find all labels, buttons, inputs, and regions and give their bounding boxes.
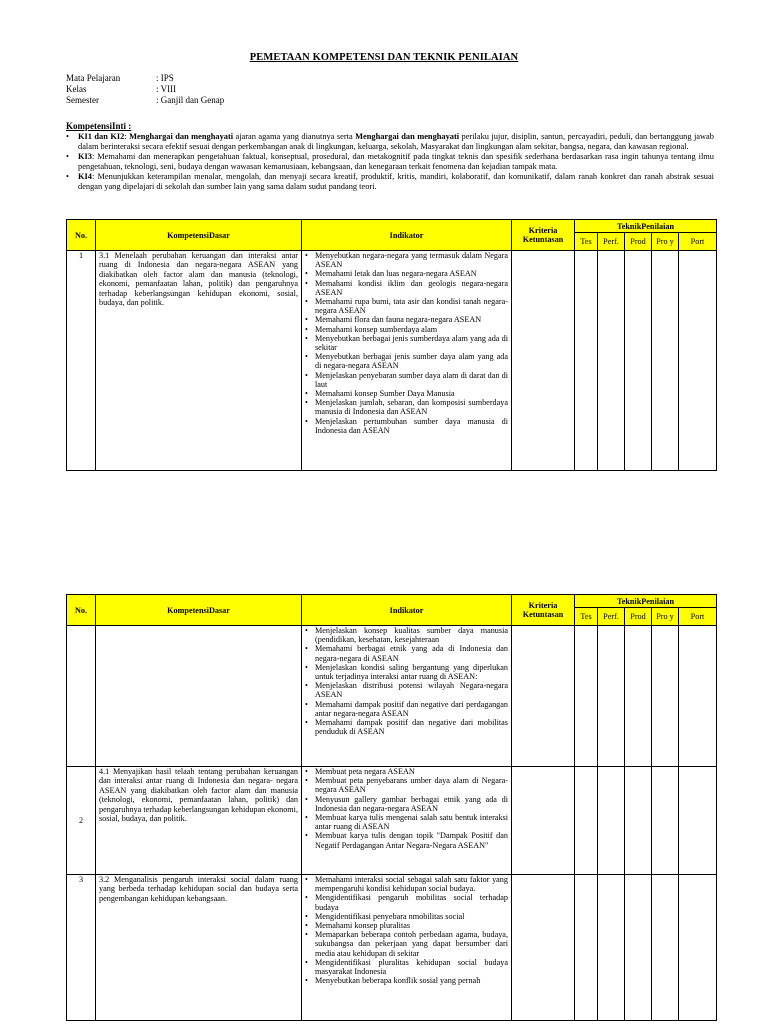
indikator-item: • Menjelaskan konsep kualitas sumber daya manusia (pendidikan, kesehatan, kesejahteraan <box>305 626 508 644</box>
indikator-item: • Memahami berbagai etnik yang ada di Indonesia dan negara-negara di ASEAN <box>305 644 508 662</box>
header-no: No. <box>67 220 96 251</box>
indikator-list <box>305 626 508 736</box>
meta-row-class <box>66 84 224 95</box>
indikator-item: • Memahami konsep sumberdaya alam <box>305 325 508 334</box>
meta-value: : VIII <box>156 84 177 94</box>
indikator-item: • Menyusun gallery gambar berbagai etnik yang ada di Indonesia dan negara-negara ASEAN <box>305 795 508 813</box>
header-teknik-penilaian: TeknikPenilaian <box>575 595 717 608</box>
cell-indikator <box>302 626 512 767</box>
cell-proy <box>652 251 679 471</box>
indikator-item: • Memahami flora dan fauna negara-negara ASEAN <box>305 315 508 324</box>
header-no: No. <box>67 595 96 626</box>
header-kompetensi-dasar: KompetensiDasar <box>96 595 302 626</box>
indikator-item: • Menyebutkan beberapa konflik sosial yang pernah <box>305 976 508 985</box>
meta-label: Semester <box>66 95 99 105</box>
header-proy: Pro y <box>652 233 679 251</box>
cell-perf <box>598 767 625 875</box>
header-indikator: Indikator <box>302 220 512 251</box>
kompetensi-inti-section <box>66 121 714 192</box>
header-indikator: Indikator <box>302 595 512 626</box>
cell-kompetensi-dasar: 3.1 Menelaah perubahan keruangan dan interaksi antar ruang di Indonesia dan negara-negara ASEAN yang diakibatkan oleh factor alam dan manusia (teknologi, ekonomi, pemanfaatan lahan, politik) dan pengaruhnya terhadap keberlangsungan kehidupan ekonomi, sosial, budaya, dan politik. <box>96 251 302 471</box>
ki-item-1: • KI1 dan KI2: Menghargai dan menghayati ajaran agama yang dianutnya serta Menghargai dan menghayati perilaku jujur, disiplin, santun, percayadiri, peduli, dan bertanggung jawab dalam berinteraksi secara efektif sesuai dengan perkembangan anak di lingkungan, keluarga, sekolah, Masyarakat dan lingkungan alam sekitar, bangsa, negara, dan kawasan regional. <box>66 132 714 152</box>
indikator-item: • Menjelaskan penyebaran sumber daya alam di darat dan di laut <box>305 371 508 389</box>
cell-no <box>67 626 96 767</box>
cell-tes <box>575 626 598 767</box>
ki-item-3: • KI3: Memahami dan menerapkan pengetahuan faktual, konseptual, prosedural, dan metakognitif pada tingkat teknis dan spesifik sederhana berdasarkan rasa ingin tahunya tentang ilmu pengetahuan, teknologi, seni, budaya dengan wawasan kemanusiaan, kebangsaan, dan kenegaraan terkait fenomena dan kejadian tampak mata. <box>66 152 714 172</box>
ki-list <box>66 132 714 192</box>
cell-tes <box>575 875 598 1021</box>
cell-prod <box>625 251 652 471</box>
meta-row-semester <box>66 95 224 106</box>
indikator-item: • Menjelaskan distribusi potensi wilayah Negara-negara ASEAN <box>305 681 508 699</box>
meta-label: Kelas <box>66 84 87 94</box>
meta-value: : IPS <box>156 73 174 83</box>
cell-indikator <box>302 251 512 471</box>
cell-no: 1 <box>67 251 96 471</box>
header-port: Port <box>679 608 717 626</box>
cell-proy <box>652 626 679 767</box>
indikator-item: • Membuat peta negara ASEAN <box>305 767 508 776</box>
indikator-item: • Memahami dampak positif dan negative dari perdagangan antar negara-negara ASEAN <box>305 700 508 718</box>
table-row <box>67 767 717 875</box>
indikator-item: • Menyebutkan berbagai jenis sumber daya alam yang ada di negara-negara ASEAN <box>305 352 508 370</box>
header-perf: Perf. <box>598 608 625 626</box>
subject-meta <box>66 73 224 106</box>
cell-kriteria <box>512 251 575 471</box>
cell-prod <box>625 767 652 875</box>
header-teknik-penilaian: TeknikPenilaian <box>575 220 717 233</box>
indikator-item: • Memahami kondisi iklim dan geologis negara-negara ASEAN <box>305 279 508 297</box>
cell-prod <box>625 626 652 767</box>
indikator-item: • Menjelaskan pertumbuhan sumber daya manusia di Indonesia dan ASEAN <box>305 417 508 435</box>
document-title: PEMETAAN KOMPETENSI DAN TEKNIK PENILAIAN <box>249 52 519 63</box>
indikator-list <box>305 251 508 435</box>
header-kriteria: Kriteria Ketuntasan <box>512 595 575 626</box>
header-port: Port <box>679 233 717 251</box>
cell-tes <box>575 767 598 875</box>
cell-indikator <box>302 767 512 875</box>
cell-port <box>679 251 717 471</box>
cell-indikator <box>302 875 512 1021</box>
indikator-item: • Menyebutkan negara-negara yang termasuk dalam Negara ASEAN <box>305 251 508 269</box>
cell-perf <box>598 251 625 471</box>
cell-kompetensi-dasar: 3.2 Menganalisis pengaruh interaksi social dalam ruang yang berbeda terhadap kehidupan social dan budaya serta pengembangan kehidupan kebangsaan. <box>96 875 302 1021</box>
ki-heading: KompetensiInti : <box>66 121 132 131</box>
cell-proy <box>652 767 679 875</box>
cell-kompetensi-dasar: 4.1 Menyajikan hasil telaah tentang perubahan keruangan dan interaksi antar ruang di Indonesia dan negara- negara ASEAN yang diakibatkan oleh factor alam dan manusia (teknologi, ekonomi, pemanfaatan lahan, politik) dan pengaruhnya terhadap keberlangsungan kehidupan ekonomi, sosial, budaya, dan politik. <box>96 767 302 875</box>
indikator-item: • Membuat karya tulis dengan topik "Dampak Positif dan Negatif Perdagangan Antar Negara-Negara ASEAN" <box>305 831 508 849</box>
header-tes: Tes <box>575 233 598 251</box>
indikator-list <box>305 875 508 985</box>
cell-tes <box>575 251 598 471</box>
cell-kompetensi-dasar <box>96 626 302 767</box>
indikator-item: • Membuat karya tulis mengenai salah satu bentuk interaksi antar ruang di ASEAN <box>305 813 508 831</box>
indikator-item: • Memahami dampak positif dan negative dari mobilitas penduduk di ASEAN <box>305 718 508 736</box>
indikator-item: • Memahami interaksi social sebagai salah satu faktor yang mempengaruhi kondisi kehidupan social budaya. <box>305 875 508 893</box>
table-row <box>67 626 717 767</box>
meta-label: Mata Pelajaran <box>66 73 121 83</box>
table-row <box>67 251 717 471</box>
cell-no: 3 <box>67 875 96 1021</box>
cell-perf <box>598 626 625 767</box>
indikator-item: • Menjelaskan kondisi saling bergantung yang diperlukan untuk terjadinya interaksi antar ruang di ASEAN: <box>305 663 508 681</box>
header-kompetensi-dasar: KompetensiDasar <box>96 220 302 251</box>
meta-row-subject <box>66 73 224 84</box>
header-kriteria: Kriteria Ketuntasan <box>512 220 575 251</box>
cell-prod <box>625 875 652 1021</box>
cell-proy <box>652 875 679 1021</box>
header-perf: Perf. <box>598 233 625 251</box>
indikator-item: • Mengidentifikasi penyebara nmobilitas social <box>305 912 508 921</box>
cell-kriteria <box>512 767 575 875</box>
cell-no: 2 <box>67 767 96 875</box>
indikator-item: • Menyebutkan berbagai jenis sumberdaya alam yang ada di sekitar <box>305 334 508 352</box>
competency-table-2 <box>66 594 717 1021</box>
cell-kriteria <box>512 626 575 767</box>
header-prod: Prod <box>625 608 652 626</box>
table-row <box>67 875 717 1021</box>
indikator-item: • Memahami konsep Sumber Daya Manusia <box>305 389 508 398</box>
meta-value: : Ganjil dan Genap <box>156 95 225 105</box>
indikator-item: • Mengidentifikasi pengaruh mobilitas social terhadap budaya <box>305 893 508 911</box>
header-proy: Pro y <box>652 608 679 626</box>
indikator-list <box>305 767 508 850</box>
cell-perf <box>598 875 625 1021</box>
cell-port <box>679 626 717 767</box>
cell-kriteria <box>512 875 575 1021</box>
indikator-item: • Memaparkan beberapa contoh perbedaan agama, budaya, sukubangsa dan pekerjaan yang dapat bersumber dari media atau kehidupan di sekitar <box>305 930 508 958</box>
indikator-item: • Memahami konsep pluralitas <box>305 921 508 930</box>
cell-port <box>679 767 717 875</box>
indikator-item: • Memahami letak dan luas negara-negara ASEAN <box>305 269 508 278</box>
cell-port <box>679 875 717 1021</box>
ki-item-4: • KI4: Menunjukkan keterampilan menalar, mengolah, dan menyaji secara kreatif, produktif, kritis, mandiri, kolaboratif, dan komunikatif, dalam ranah konkret dan ranah abstrak sesuai dengan yang dipelajari di sekolah dan sumber lain yang sama dalam sudut pandang teori. <box>66 172 714 192</box>
competency-table-1 <box>66 219 717 471</box>
indikator-item: • Mengidentifikasi pluralitas kehidupan social budaya masyarakat Indonesia <box>305 958 508 976</box>
header-prod: Prod <box>625 233 652 251</box>
indikator-item: • Membuat peta penyebarans umber daya alam di Negara-negara ASEAN <box>305 776 508 794</box>
header-tes: Tes <box>575 608 598 626</box>
indikator-item: • Memahami rupa bumi, tata asir dan kondisi tanah negara-negara ASEAN <box>305 297 508 315</box>
indikator-item: • Menjelaskan jumlah, sebaran, dan komposisi sumberdaya manusia di Indonesia dan ASEAN <box>305 398 508 416</box>
